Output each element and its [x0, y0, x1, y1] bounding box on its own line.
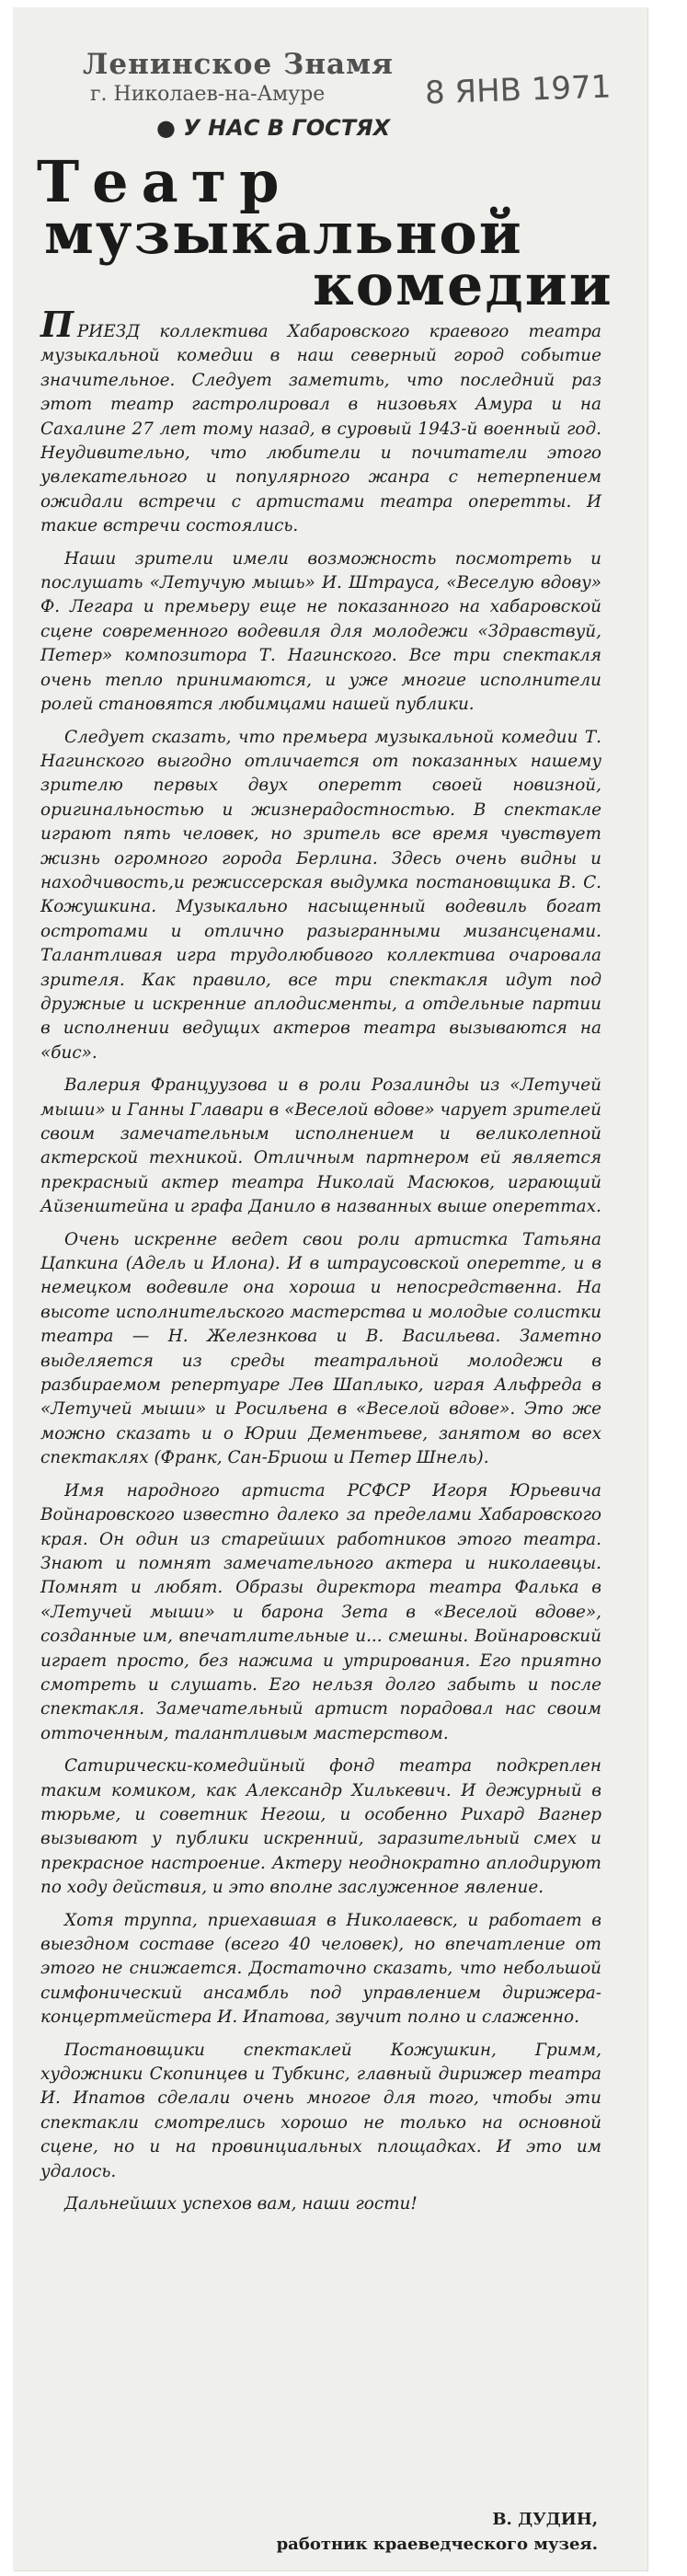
paragraph-4: Валерия Француузова и в роли Розалинды из «Летучей мыши» и Ганны Главари в «Веселой вдове» чарует зрителей своим замечательным исполнением и великолепной актерской техникой. Отличным партнером ей является прекрасный актер театра Николай Масюков, играющий Айзенштейна и графа Данило в названных выше опереттах.: [40, 1075, 601, 1217]
paragraph-5: Очень искренне ведет свои роли артистка Татьяна Цапкина (Адель и Илона). И в штраусовской оперетте, и в немецком водевиле она хороша и непосредственна. На высоте исполнительского мастерства и молодые солистки театра — Н. Железнкова и В. Васильева. Заметно выделяется из среды театральной молодежи в разбираемом репертуаре Лев Шаплыко, играя Альфреда в «Летучей мыши» и Росильена в «Веселой вдове». Это же можно сказать и о Юрии Дементьеве, занятом во всех спектаклях (Франк, Сан-Бриош и Петер Шнель).: [40, 1229, 601, 1468]
headline-line-1: Театр: [37, 148, 292, 215]
paragraph-7: Сатирически-комедийный фонд театра подкреплен таким комиком, как Александр Хилькевич. И дежурный в тюрьме, и советник Негош, и особенно Рихард Вагнер вызывают у публики искренний, заразительный смех и прекрасное настроение. Актеру неоднократно аплодируют по ходу действия, и это вполне заслуженное явление.: [40, 1756, 601, 1898]
paragraph-1: [40, 304, 601, 539]
handwritten-date: 8 ЯНВ 1971: [424, 68, 612, 112]
author-role: работник краеведческого музея.: [276, 2535, 598, 2554]
paragraph-6: Имя народного артиста РСФСР Игоря Юрьевича Войнаровского известно далеко за пределами Хабаровского края. Он один из старейших работников этого театра. Знают и помнят замечательного актера и николаевцы. Помнят и любят. Образы директора театра Фалька в «Летучей мыши» и барона Зета в «Веселой вдове», созданные им, впечатлительные и... смешны. Войнаровский играет просто, без нажима и утрирования. Его приятно смотреть и слушать. Его нельзя долго забыть и после спектакля. Замечательный артист порадовал нас своим отточенным, талантливым мастерством.: [40, 1480, 601, 1743]
paragraph-9: Постановщики спектаклей Кожушкин, Гримм, художники Скопинцев и Тубкинс, главный дирижер театра И. Ипатов сделали очень многое для того, чтобы эти спектакли смотрелись хорошо не только на основной сцене, но и на провинциальных площадках. И это им удалось.: [40, 2040, 601, 2181]
paragraph-3: Следует сказать, что премьера музыкальной комедии Т. Нагинского выгодно отличается от показанных нашему зрителю первых двух оперетт своей новизной, оригинальностью и жизнерадостностью. В спектакле играют пять человек, но зритель все время чувствует жизнь огромного города Берлина. Здесь очень видны и находчивость,и режиссерская выдумка постановщика В. С. Кожушкина. Музыкально насыщенный водевиль богат остротами и отлично разыгранными мизансценами. Талантливая игра трудолюбивого коллектива очаровала зрителя. Как правило, все три спектакля идут под дружные и искренние аплодисменты, а отдельные партии в исполнении ведущих актеров театра вызываются на «бис».: [40, 727, 601, 1063]
article-body: [40, 304, 601, 2225]
paragraph-2: Наши зрители имели возможность посмотреть и послушать «Летучую мышь» И. Штрауса, «Веселую вдову» Ф. Легара и премьеру еще не показанного на хабаровской сцене современного водевиля для молодежи «Здравствуй, Петер» композитора Т. Нагинского. Все три спектакля очень тепло принимаются, и уже многие исполнители ролей становятся любимцами нашей публики.: [40, 548, 601, 715]
paragraph-8: Хотя труппа, приехавшая в Николаевск, и работает в выездном составе (всего 40 человек), но впечатление от этого не снижается. Достаточно сказать, что небольшой симфонический ансамбль под управлением дирижера-концертмейстера И. Ипатова, звучит полно и слаженно.: [40, 1910, 601, 2028]
drop-cap: П: [40, 304, 74, 345]
newspaper-stamp: [83, 48, 394, 106]
paragraph-10: Дальнейших успехов вам, наши гости!: [64, 2194, 418, 2214]
author-name: В. ДУДИН,: [492, 2510, 598, 2529]
bullet-icon: ●: [156, 115, 184, 141]
stamp-paper-name: Ленинское Знамя: [83, 48, 394, 81]
stamp-city: г. Николаев-на-Амуре: [90, 83, 326, 106]
rubric-label: [156, 115, 390, 141]
rubric-text: У НАС В ГОСТЯХ: [183, 115, 391, 141]
paragraph-1-text: РИЕЗД коллектива Хабаровского краевого театра музыкальной комедии в наш северный город событие значительное. Следует заметить, что последний раз этот театр гастролировал в низовьях Амура и на Сахалине 27 лет тому назад, в суровый 1943-й военный год. Неудивительно, что любители и почитатели этого увлекательного и популярного жанра с нетерпением ожидали встречи с артистами театра оперетты. И такие встречи состоялись.: [40, 322, 601, 536]
author-signature: [212, 2510, 598, 2554]
headline-line-2: музыкальной: [44, 200, 523, 267]
article-headline: [37, 148, 616, 318]
headline-line-3: комедии: [313, 251, 613, 318]
